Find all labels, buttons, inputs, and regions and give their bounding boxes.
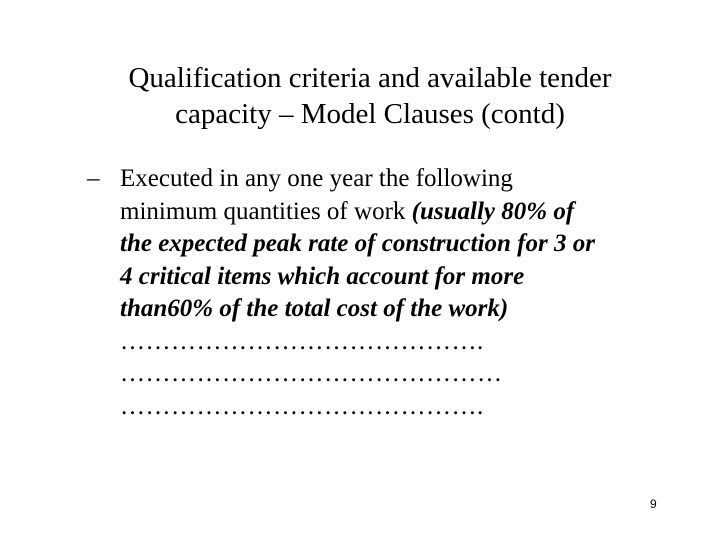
bullet-dash: – — [87, 165, 100, 192]
ellipsis-row-1: ……………………………………. — [120, 327, 484, 355]
bullet-body — [120, 163, 680, 423]
bullet-row-3: the expected peak rate of construction for 3 or — [120, 230, 595, 257]
ellipsis-row-3: ……………………………………. — [120, 392, 484, 420]
title-line-2: capacity – Model Clauses (contd) — [175, 98, 565, 130]
ellipsis-row-2: ……………………………………… — [120, 360, 503, 387]
title-line-1: Qualification criteria and available tender — [128, 62, 612, 94]
bullet-row-2-text: minimum quantities of work — [120, 197, 412, 225]
bullet-row-1-text: Executed in any one year the following — [120, 165, 513, 192]
bullet-row-5: than60% of the total cost of the work) — [120, 295, 509, 322]
bullet-row-4: 4 critical items which account for more — [120, 262, 525, 290]
bullet-row-2-emphasis: (usually 80% of — [411, 197, 575, 225]
bullet-row-2 — [120, 196, 680, 229]
bullet-row-1 — [120, 163, 680, 196]
slide-title — [60, 60, 680, 132]
page-number: 9 — [650, 497, 657, 511]
